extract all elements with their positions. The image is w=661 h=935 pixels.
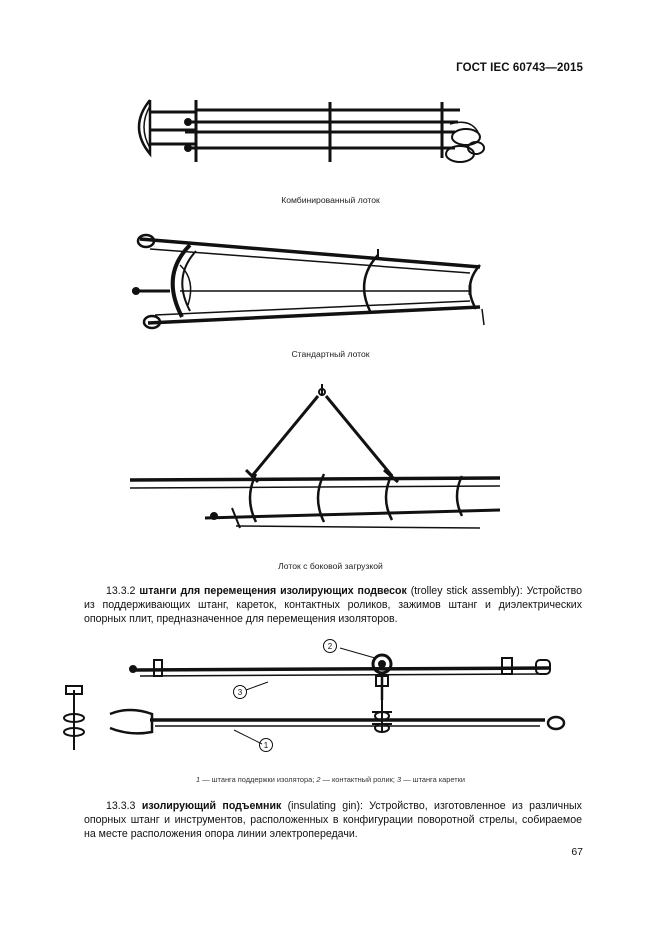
legend-number-3: 3 [397, 775, 402, 784]
legend-number-1: 1 [196, 775, 201, 784]
section-13-3-2 [84, 584, 582, 627]
side-loading-tray-figure [0, 380, 661, 530]
term-title: изолирующий подъемник [141, 800, 282, 812]
trolley-stick-drawing [0, 632, 661, 762]
document-header: ГОСТ IEC 60743—2015 [456, 62, 583, 74]
callout-2: 2 [327, 642, 333, 651]
term-definition: : Устройство, изготовленное из различных опорных штанг и инструментов, расположенных в конфигурации поворотной стрелы, собираемое на месте расположения опора линии электропередачи. [84, 800, 582, 841]
page-number: 67 [571, 846, 583, 858]
legend-text-2: — контактный ролик; [320, 775, 398, 784]
section-number: 13.3.2 [106, 585, 136, 597]
legend-text-1: — штанга поддержки изолятора; [200, 775, 317, 784]
side-loading-tray-caption: Лоток с боковой загрузкой [278, 561, 383, 571]
legend-text-3: — штанга каретки [401, 775, 465, 784]
combined-tray-figure [0, 92, 661, 188]
section-number: 13.3.3 [106, 800, 136, 812]
section-13-3-3 [84, 799, 582, 842]
term-english: (trolley stick assembly) [410, 585, 520, 597]
standard-tray-drawing [0, 225, 661, 337]
combined-tray-drawing [0, 92, 661, 188]
trolley-stick-figure [0, 632, 661, 762]
term-english: (insulating gin) [287, 800, 360, 812]
standard-tray-figure [0, 225, 661, 337]
term-definition: : Устройство из поддерживающих штанг, кареток, контактных роликов, зажимов штанг и диэлектрических опорных плит, предназначенное для перемещения изоляторов. [84, 585, 582, 626]
standard-tray-caption: Стандартный лоток [291, 349, 370, 359]
legend-number-2: 2 [316, 775, 321, 784]
callout-3: 3 [237, 688, 243, 697]
combined-tray-caption: Комбинированный лоток [281, 195, 380, 205]
trolley-figure-legend [0, 775, 661, 784]
callout-1: 1 [263, 741, 269, 750]
term-title: штанги для перемещения изолирующих подвесок [139, 585, 407, 597]
side-loading-tray-drawing [0, 380, 661, 530]
